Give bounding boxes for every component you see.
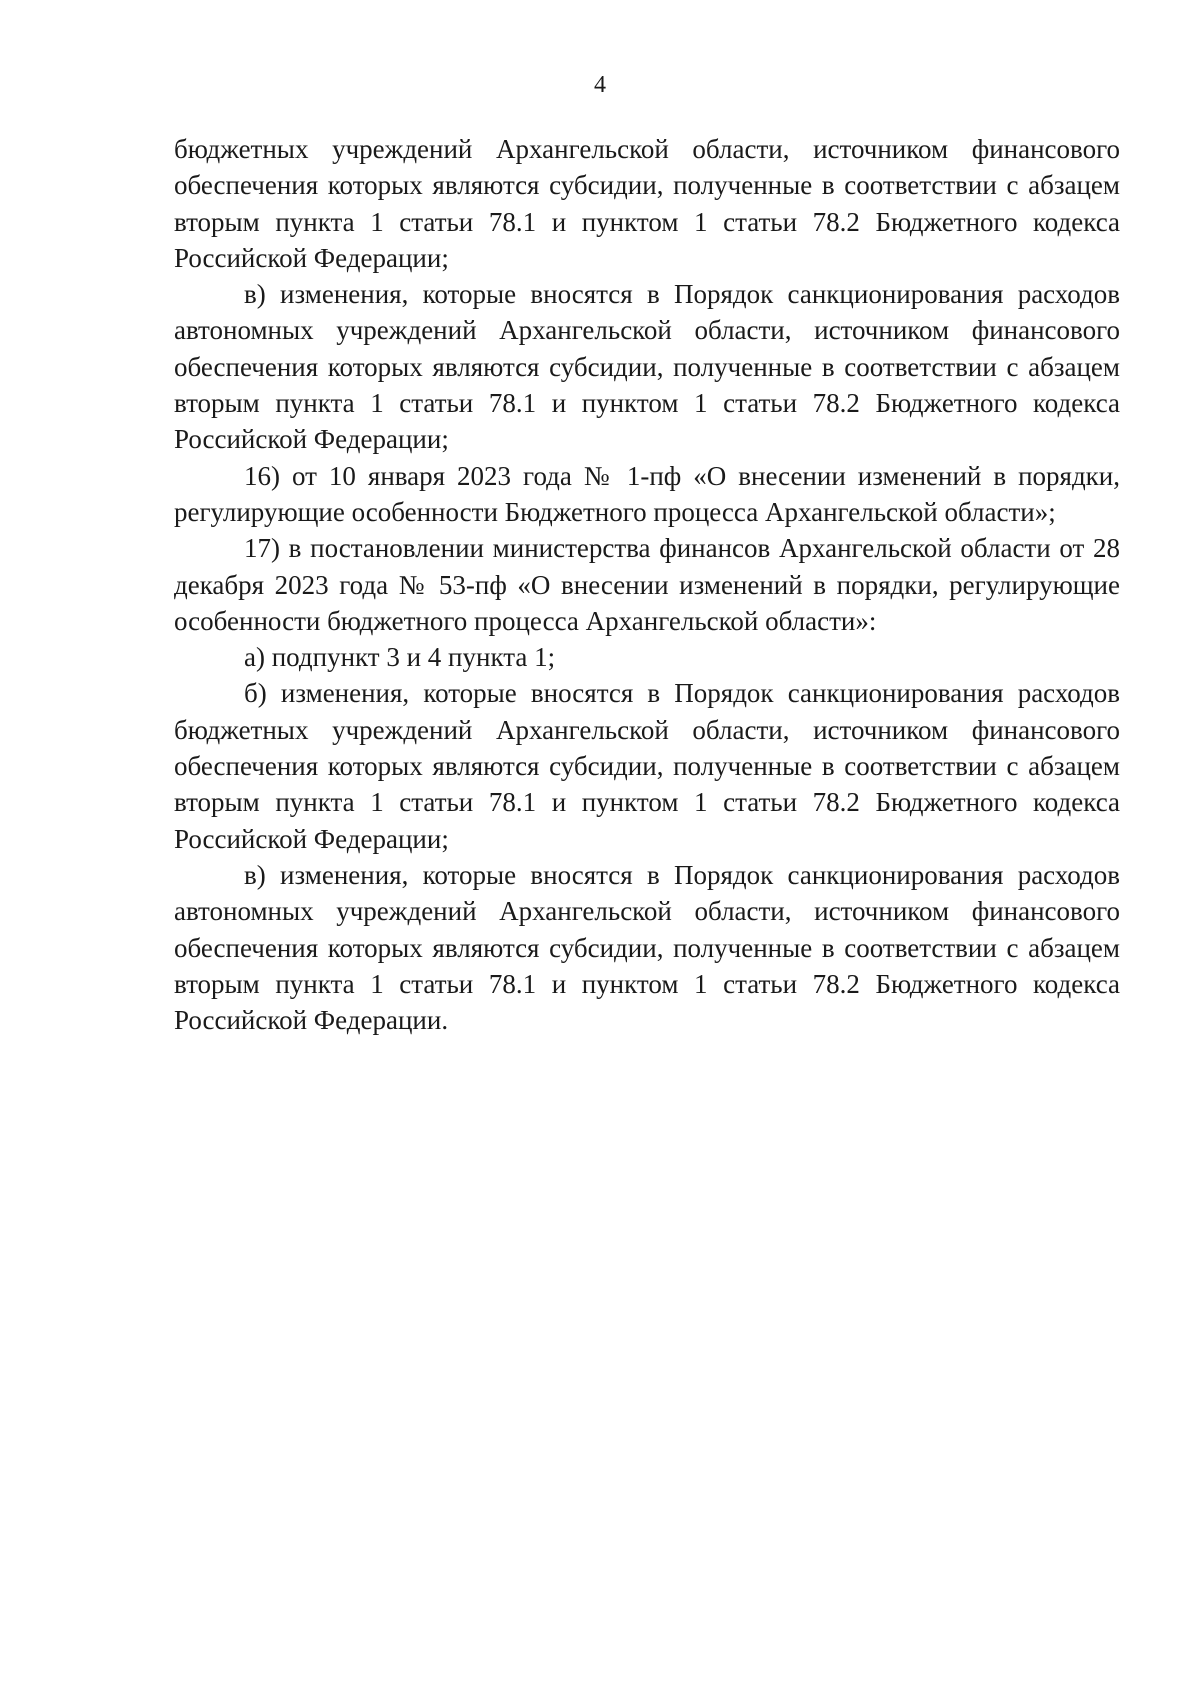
paragraph-subitem-v: в) изменения, которые вносятся в Порядок санкционирования расходов автономных учреждений Архангельской области, источником финансового обеспечения которых являются субсидии, полученные в соответствии с абзацем вторым пункта 1 статьи 78.1 и пунктом 1 статьи 78.2 Бюджетного кодекса Российской Федерации.	[174, 859, 1120, 1036]
paragraph-continuation: бюджетных учреждений Архангельской области, источником финансового обеспечения которых являются субсидии, полученные в соответствии с абзацем вторым пункта 1 статьи 78.1 и пунктом 1 статьи 78.2 Бюджетного кодекса Российской Федерации;	[174, 134, 1120, 273]
document-body	[174, 131, 1120, 1038]
paragraph-item-16: 16) от 10 января 2023 года № 1-пф «О внесении изменений в порядки, регулирующие особенности Бюджетного процесса Архангельской области»;	[174, 460, 1120, 527]
paragraph-subitem-b: б) изменения, которые вносятся в Порядок санкционирования расходов бюджетных учреждений Архангельской области, источником финансового обеспечения которых являются субсидии, полученные в соответствии с абзацем вторым пункта 1 статьи 78.1 и пунктом 1 статьи 78.2 Бюджетного кодекса Российской Федерации;	[174, 678, 1120, 854]
page-number: 4	[594, 72, 606, 98]
paragraph-item-17: 17) в постановлении министерства финансов Архангельской области от 28 декабря 2023 года № 53-пф «О внесении изменений в порядки, регулирующие особенности бюджетного процесса Архангельской области»:	[174, 533, 1120, 636]
paragraph-subitem-a: а) подпункт 3 и 4 пункта 1;	[244, 642, 556, 673]
paragraph-item-v-autonomous: в) изменения, которые вносятся в Порядок санкционирования расходов автономных учреждений Архангельской области, источником финансового обеспечения которых являются субсидии, полученные в соответствии с абзацем вторым пункта 1 статьи 78.1 и пунктом 1 статьи 78.2 Бюджетного кодекса Российской Федерации;	[174, 279, 1120, 455]
